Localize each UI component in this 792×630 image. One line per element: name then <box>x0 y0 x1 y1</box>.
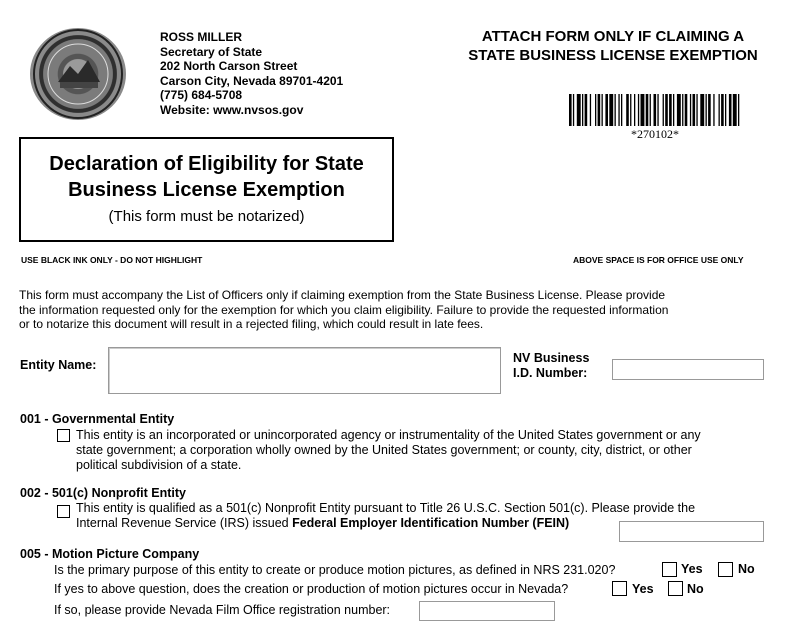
barcode-bar <box>654 94 657 126</box>
barcode-bar <box>693 94 696 126</box>
barcode-bar <box>569 94 572 126</box>
barcode-bar <box>602 94 603 126</box>
barcode-number: *270102* <box>631 127 679 141</box>
section-002-line-2-text: Internal Revenue Service (IRS) issued <box>76 516 293 530</box>
section-001-text <box>76 428 776 473</box>
barcode-bar <box>577 94 581 126</box>
q1-no-checkbox[interactable] <box>718 562 733 577</box>
barcode-bar <box>585 94 588 126</box>
q2-yes-checkbox[interactable] <box>612 581 627 596</box>
barcode-bar <box>638 94 639 126</box>
nv-business-id-label-line-2: I.D. Number: <box>513 366 588 380</box>
entity-name-field[interactable] <box>108 347 501 394</box>
nv-business-id-field[interactable] <box>612 359 764 380</box>
nv-business-id-label <box>513 351 589 381</box>
black-ink-note: USE BLACK INK ONLY - DO NOT HIGHLIGHT <box>21 255 203 265</box>
form-subtitle: (This form must be notarized) <box>108 208 305 225</box>
barcode-bar <box>609 94 613 126</box>
barcode-bar <box>721 94 724 126</box>
fein-label: Federal Employer Identification Number (FEIN) <box>292 516 570 530</box>
section-001-line-1: This entity is an incorporated or unincorporated agency or instrumentality of the United States government or any <box>76 428 701 442</box>
barcode-bar <box>673 94 674 126</box>
official-name: ROSS MILLER <box>160 30 243 44</box>
barcode-bar <box>713 94 714 126</box>
entity-name-label: Entity Name: <box>20 358 97 372</box>
section-001-line-2: state government; a corporation wholly owned by the United States government; or county, city, district, or other <box>76 443 692 457</box>
barcode-bar <box>719 94 720 126</box>
governmental-entity-checkbox[interactable] <box>57 429 70 442</box>
barcode-bar <box>657 94 658 126</box>
barcode-bar <box>615 94 616 126</box>
q1-yes-checkbox[interactable] <box>662 562 677 577</box>
section-005-title: 005 - Motion Picture Company <box>20 547 200 561</box>
barcode-bar <box>733 94 737 126</box>
q2-yes-label: Yes <box>632 582 654 596</box>
instructions-line-3: or to notarize this document will result in a rejected filing, which could result in late fees. <box>19 317 484 331</box>
barcode-bar <box>595 94 596 126</box>
film-office-registration-field[interactable] <box>419 601 555 621</box>
q1-yes-label: Yes <box>681 562 703 576</box>
attach-line-2: STATE BUSINESS LICENSE EXEMPTION <box>468 47 758 64</box>
instructions-line-2: the information requested only for the exemption for which you claim eligibility. Failure to provide the requested information <box>19 302 669 317</box>
form-title-line-2: Business License Exemption <box>68 179 345 201</box>
official-title: Secretary of State <box>160 44 263 59</box>
attach-line-1: ATTACH FORM ONLY IF CLAIMING A <box>481 28 745 45</box>
barcode-bar <box>641 94 645 126</box>
barcode-bar <box>696 94 697 126</box>
barcode-bar <box>598 94 601 126</box>
barcode <box>569 94 741 126</box>
barcode-bar <box>738 94 739 126</box>
barcode-bar <box>725 94 726 126</box>
barcode-bar <box>582 94 583 126</box>
nv-business-id-label-line-1: NV Business <box>513 351 590 365</box>
barcode-bar <box>665 94 668 126</box>
barcode-bar <box>650 94 651 126</box>
office-address-block <box>160 30 343 117</box>
q2-no-label: No <box>687 582 704 596</box>
section-002-line-1: This entity is qualified as a 501(c) Nonprofit Entity pursuant to Title 26 U.S.C. Section 501(c). Please provide the <box>76 501 696 515</box>
barcode-bar <box>708 94 711 126</box>
barcode-bar <box>573 94 574 126</box>
fein-field[interactable] <box>619 521 764 542</box>
barcode-bar <box>634 94 635 126</box>
section-001-line-3: political subdivision of a state. <box>76 458 242 472</box>
barcode-bar <box>677 94 681 126</box>
q2-no-checkbox[interactable] <box>668 581 683 596</box>
nonprofit-entity-checkbox[interactable] <box>57 505 70 518</box>
barcode-bar <box>682 94 683 126</box>
barcode-bar <box>729 94 732 126</box>
q1-no-label: No <box>738 562 755 576</box>
office-use-note: ABOVE SPACE IS FOR OFFICE USE ONLY <box>573 255 744 265</box>
form-title-box <box>19 137 394 242</box>
section-002-title: 002 - 501(c) Nonprofit Entity <box>20 486 186 500</box>
barcode-bar <box>605 94 608 126</box>
barcode-bar <box>700 94 704 126</box>
phone-number: (775) 684-5708 <box>160 88 243 102</box>
barcode-bar <box>669 94 672 126</box>
motion-picture-question-3: If so, please provide Nevada Film Office registration number: <box>54 603 391 617</box>
barcode-bar <box>663 94 664 126</box>
barcode-bar <box>621 94 622 126</box>
barcode-bar <box>646 94 649 126</box>
motion-picture-question-1: Is the primary purpose of this entity to create or produce motion pictures, as defined in NRS 231.020? <box>54 563 616 577</box>
instructions-line-1: This form must accompany the List of Officers only if claiming exemption from the State Business License. Please provide <box>19 288 666 302</box>
barcode-bar <box>626 94 629 126</box>
form-title-line-1: Declaration of Eligibility for State <box>49 153 364 175</box>
barcode-bar <box>630 94 631 126</box>
address-line-1: 202 North Carson Street <box>160 59 298 73</box>
address-line-2: Carson City, Nevada 89701-4201 <box>160 73 344 88</box>
nevada-state-seal-icon <box>30 28 126 120</box>
motion-picture-question-2: If yes to above question, does the creation or production of motion pictures occur in Nevada? <box>54 582 569 596</box>
instructions-paragraph <box>19 288 779 332</box>
barcode-bar <box>590 94 591 126</box>
barcode-bar <box>690 94 691 126</box>
barcode-bar <box>685 94 688 126</box>
attach-notice <box>448 27 778 65</box>
website: Website: www.nvsos.gov <box>160 102 304 117</box>
section-001-title: 001 - Governmental Entity <box>20 412 175 426</box>
barcode-bar <box>618 94 619 126</box>
barcode-bar <box>706 94 707 126</box>
